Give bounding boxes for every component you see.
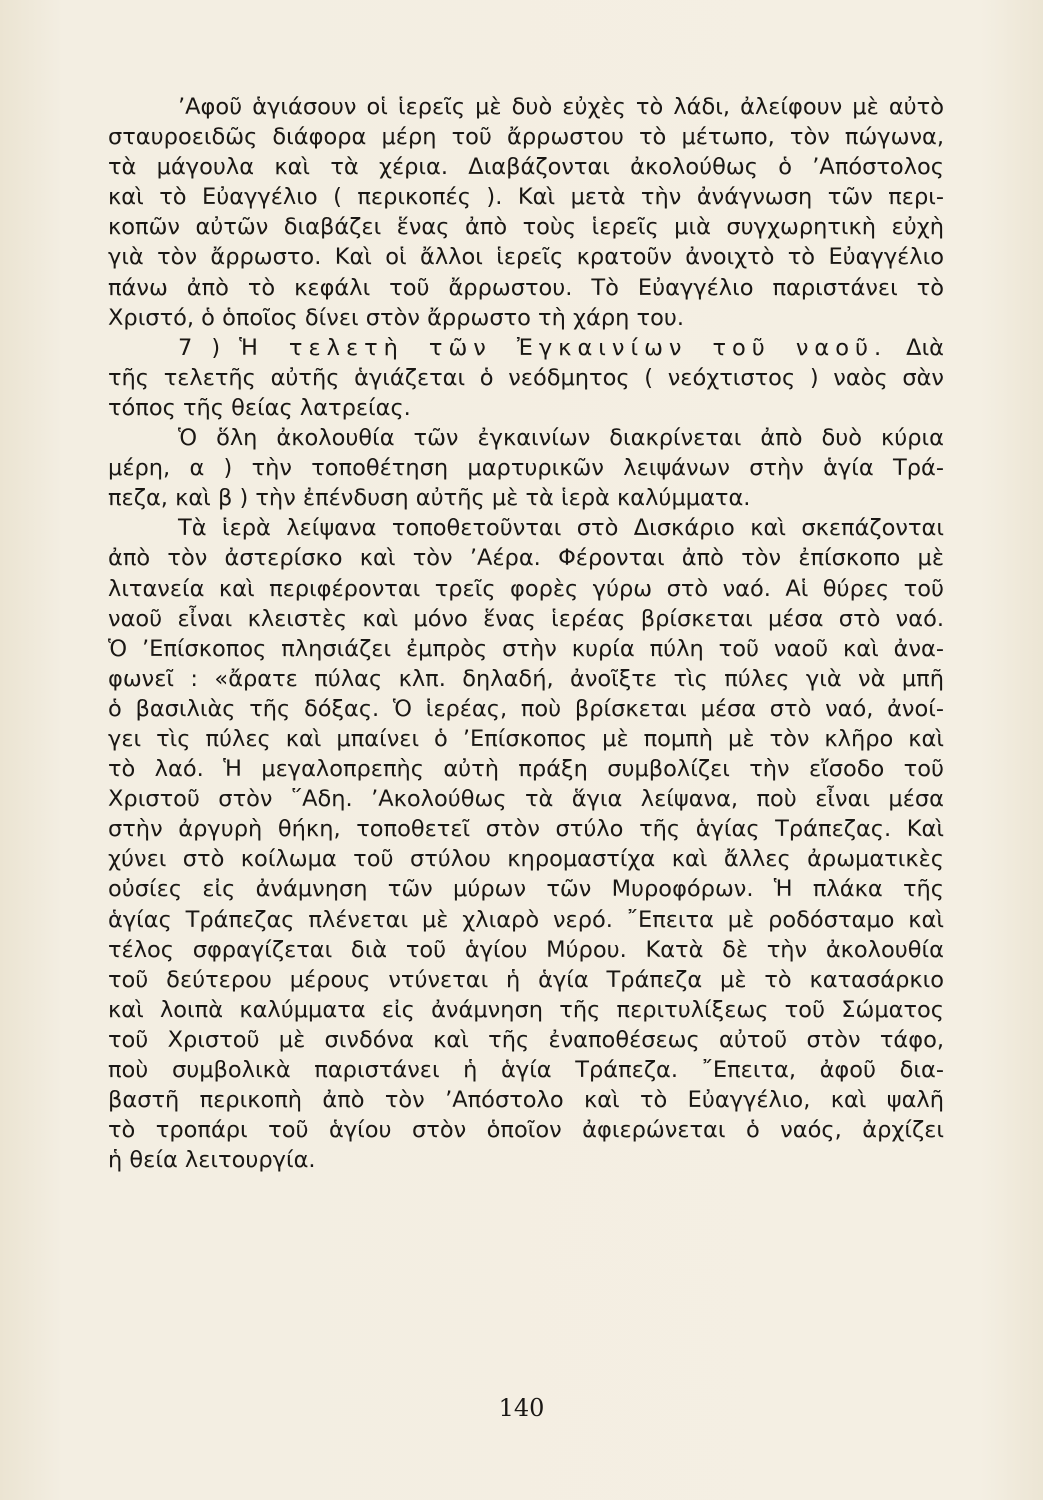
text-line: καὶ λοιπὰ καλύμματα εἰς ἀνάμνηση τῆς περιτυλίξεως τοῦ Σώματος [108, 996, 944, 1023]
text-line: μέρη, α ) τὴν τοποθέτηση μαρτυρικῶν λειψάνων στὴν ἁγία Τρά- [108, 455, 944, 482]
text-line: χύνει στὸ κοίλωμα τοῦ στύλου κηρομαστίχα καὶ ἄλλες ἀρωματικὲς [108, 846, 944, 873]
section-title: Ἡ τελετὴ τῶν Ἐγκαινίων τοῦ ναοῦ. [239, 334, 888, 361]
text-line: φωνεῖ : «ἄρατε πύλας κλπ. δηλαδή, ἀνοῖξτε τὶς πύλες γιὰ νὰ μπῆ [108, 665, 944, 692]
text-line: στὴν ἀργυρὴ θήκη, τοποθετεῖ στὸν στύλο τῆς ἁγίας Τράπεζας. Καὶ [108, 816, 944, 843]
text-line: τῆς τελετῆς αὐτῆς ἁγιάζεται ὁ νεόδμητος ( νεόχτιστος ) ναὸς σὰν [108, 364, 944, 391]
text-line: βαστῆ περικοπὴ ἀπὸ τὸν ’Απόστολο καὶ τὸ Εὐαγγέλιο, καὶ ψαλῆ [108, 1087, 944, 1114]
text-line: πεζα, καὶ β ) τὴν ἐπένδυση αὐτῆς μὲ τὰ ἱερὰ καλύμματα. [108, 485, 751, 512]
text-line: γει τὶς πύλες καὶ μπαίνει ὁ ’Επίσκοπος μὲ πομπὴ μὲ τὸν κλῆρο καὶ [108, 725, 944, 752]
text-line: ’Αφοῦ ἁγιάσουν οἱ ἱερεῖς μὲ δυὸ εὐχὲς τὸ λάδι, ἀλείφουν μὲ αὐτὸ [178, 94, 944, 120]
text-line: ποὺ συμβολικὰ παριστάνει ἡ ἁγία Τράπεζα. ῎Επειτα, ἀφοῦ δια- [108, 1057, 944, 1083]
text-line: τὸ λαό. Ἡ μεγαλοπρεπὴς αὐτὴ πράξη συμβολίζει τὴν εἴσοδο τοῦ [108, 756, 944, 783]
text-line: τοῦ Χριστοῦ μὲ σινδόνα καὶ τῆς ἐναποθέσεως αὐτοῦ στὸν τάφο, [108, 1026, 944, 1053]
text-line: γιὰ τὸν ἄρρωστο. Καὶ οἱ ἄλλοι ἱερεῖς κρατοῦν ἀνοιχτὸ τὸ Εὐαγγέλιο [108, 244, 944, 271]
text-line: ἀπὸ τὸν ἀστερίσκο καὶ τὸν ’Αέρα. Φέρονται ἀπὸ τὸν ἐπίσκοπο μὲ [108, 545, 944, 572]
text-line: Ὁ ὅλη ἀκολουθία τῶν ἐγκαινίων διακρίνεται ἀπὸ δυὸ κύρια [178, 425, 944, 452]
text-line: τοῦ δεύτερου μέρους ντύνεται ἡ ἁγία Τράπεζα μὲ τὸ κατασάρκιο [108, 966, 944, 993]
text-line: λιτανεία καὶ περιφέρονται τρεῖς φορὲς γύρω στὸ ναό. Αἱ θύρες τοῦ [108, 575, 944, 602]
text-line: τὸ τροπάρι τοῦ ἁγίου στὸν ὁποῖον ἀφιερώνεται ὁ ναός, ἀρχίζει [108, 1117, 944, 1144]
text-line: τόπος τῆς θείας λατρείας. [108, 394, 411, 421]
text-line: οὐσίες εἰς ἀνάμνηση τῶν μύρων τῶν Μυροφόρων. Ἡ πλάκα τῆς [108, 876, 944, 903]
text-line: πάνω ἀπὸ τὸ κεφάλι τοῦ ἄρρωστου. Τὸ Εὐαγγέλιο παριστάνει τὸ [108, 274, 944, 301]
text-line: ἁγίας Τράπεζας πλένεται μὲ χλιαρὸ νερό. ῎Επειτα μὲ ροδόσταμο καὶ [108, 906, 944, 933]
text-line: ὁ βασιλιὰς τῆς δόξας. Ὁ ἱερέας, ποὺ βρίσκεται μέσα στὸ ναό, ἀνοί- [108, 695, 944, 722]
section-heading-line [108, 333, 944, 363]
text-line: Χριστοῦ στὸν ῞Αδη. ’Ακολούθως τὰ ἅγια λείψανα, ποὺ εἶναι μέσα [108, 786, 944, 813]
text-line: σταυροειδῶς διάφορα μέρη τοῦ ἄρρωστου τὸ μέτωπο, τὸν πώγωνα, [108, 124, 944, 151]
text-line: Χριστό, ὁ ὁποῖος δίνει στὸν ἄρρωστο τὴ χάρη του. [108, 304, 685, 331]
page-number: 140 [498, 1394, 545, 1422]
text-line: κοπῶν αὐτῶν διαβάζει ἕνας ἀπὸ τοὺς ἱερεῖς μιὰ συγχωρητικὴ εὐχὴ [108, 214, 944, 241]
text-line: καὶ τὸ Εὐαγγέλιο ( περικοπές ). Καὶ μετὰ τὴν ἀνάγνωση τῶν περι- [108, 184, 944, 211]
section-number: 7 ) [178, 334, 221, 361]
text-line: ναοῦ εἶναι κλειστὲς καὶ μόνο ἕνας ἱερέας βρίσκεται μέσα στὸ ναό. [108, 605, 944, 632]
text-line: Ὁ ’Επίσκοπος πλησιάζει ἐμπρὸς στὴν κυρία πύλη τοῦ ναοῦ καὶ ἀνα- [108, 635, 944, 662]
text-line: τὰ μάγουλα καὶ τὰ χέρια. Διαβάζονται ἀκολούθως ὁ ’Απόστολος [108, 154, 944, 181]
text-line: Τὰ ἱερὰ λείψανα τοποθετοῦνται στὸ Δισκάριο καὶ σκεπάζονται [178, 515, 944, 542]
text-line: ἡ θεία λειτουργία. [108, 1147, 316, 1174]
body-text [108, 92, 944, 1175]
text-line: τέλος σφραγίζεται διὰ τοῦ ἁγίου Μύρου. Κατὰ δὲ τὴν ἀκολουθία [108, 936, 944, 963]
section-text-start: Διὰ [906, 334, 945, 361]
